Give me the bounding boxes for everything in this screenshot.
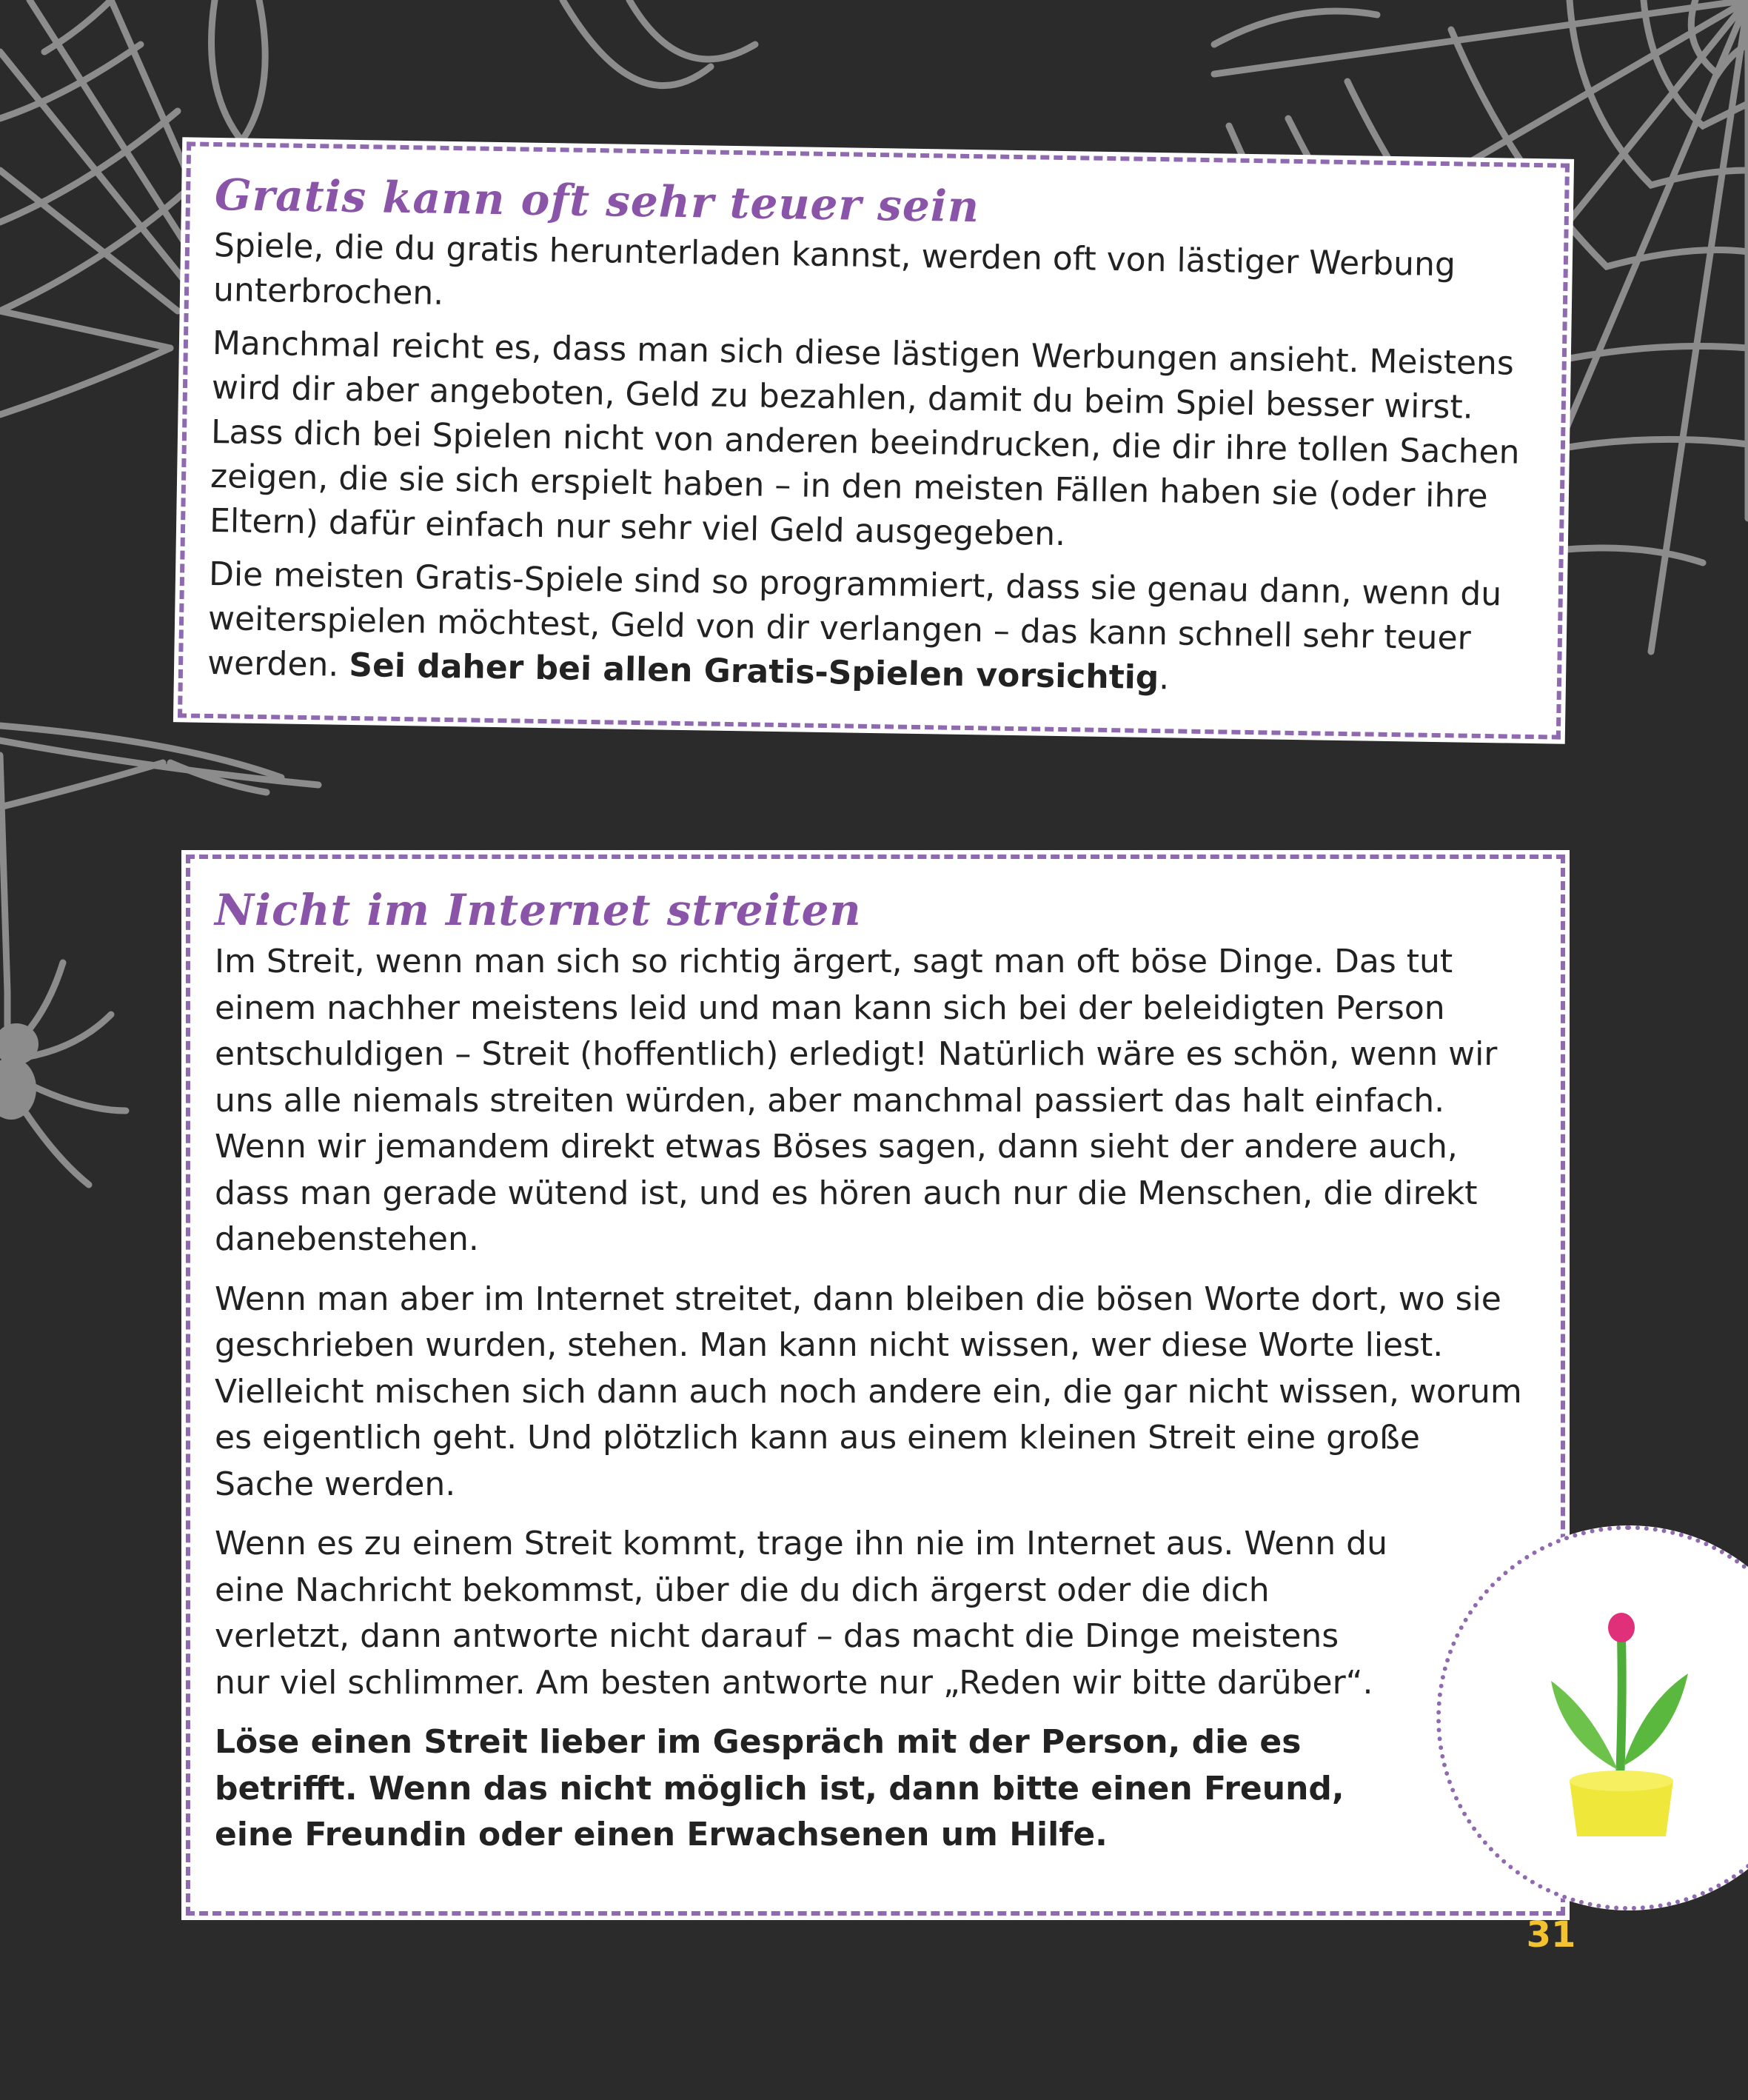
flower-pot-icon	[1540, 1592, 1703, 1836]
section-title: Gratis kann oft sehr teuer sein	[214, 169, 980, 233]
section-title: Nicht im Internet streiten	[215, 885, 862, 935]
paragraph: Spiele, die du gratis herunterladen kannst, werden oft von lästiger Werbung unterbrochen.	[212, 226, 1456, 312]
paragraph	[207, 552, 1527, 706]
bold-advice: Löse einen Streit lieber im Gespräch mit der Person, die es betrifft. Wenn das nicht möglich ist, dann bitte einen Freund, eine Freundin oder einen Erwachsenen um Hilfe.	[215, 1723, 1345, 1853]
paragraph: Manchmal reicht es, dass man sich diese lästigen Werbungen ansieht. Meistens wird dir aber angeboten, Geld zu bezahlen, damit du beim Spiel besser wirst. Lass dich bei Spielen nicht von anderen beeindrucken, die dir ihre tollen Sachen zeigen, die sie sich erspielt haben – in den meisten Fällen haben sie (oder ihre Eltern) dafür einfach nur sehr viel Geld ausgegeben.	[209, 324, 1520, 554]
paragraph: Wenn man aber im Internet streitet, dann bleiben die bösen Worte dort, wo sie geschrieben wurden, stehen. Man kann nicht wissen, wer diese Worte liest. Vielleicht mischen sich dann auch noch andere ein, die gar nicht wissen, worum es eigentlich geht. Und plötzlich kann aus einem kleinen Streit eine große Sache werden.	[215, 1280, 1522, 1503]
paragraph: Im Streit, wenn man sich so richtig ärgert, sagt man oft böse Dinge. Das tut einem nachher meistens leid und man kann sich bei der beleidigten Person entschuldigen – Streit (hoffentlich) erledigt! Natürlich wäre es schön, wenn wir uns alle niemals streiten würden, aber manchmal passiert das halt einfach. Wenn wir jemandem direkt etwas Böses sagen, dann sieht der andere auch, dass man gerade wütend ist, und es hören auch nur die Menschen, die direkt danebenstehen.	[215, 943, 1498, 1258]
page-number: 31	[1526, 1914, 1576, 1956]
paragraph-end: .	[1158, 659, 1170, 698]
info-card-gratis	[173, 137, 1574, 743]
paragraph-text: Die meisten Gratis-Spiele sind so programmiert, dass sie genau dann, wenn du weiterspielen möchtest, Geld von dir verlangen – das kann schnell sehr teuer werden.	[207, 555, 1502, 684]
bold-warning: Sei daher bei allen Gratis-Spielen vorsichtig	[348, 646, 1159, 698]
paragraph: Wenn es zu einem Streit kommt, trage ihn nie im Internet aus. Wenn du eine Nachricht bekommst, über die du dich ärgerst oder die dich verletzt, dann antworte nicht darauf – das macht die Dinge meistens nur viel schlimmer. Am besten antworte nur „Reden wir bitte darüber“.	[215, 1525, 1387, 1702]
info-card-streit	[181, 850, 1570, 1920]
